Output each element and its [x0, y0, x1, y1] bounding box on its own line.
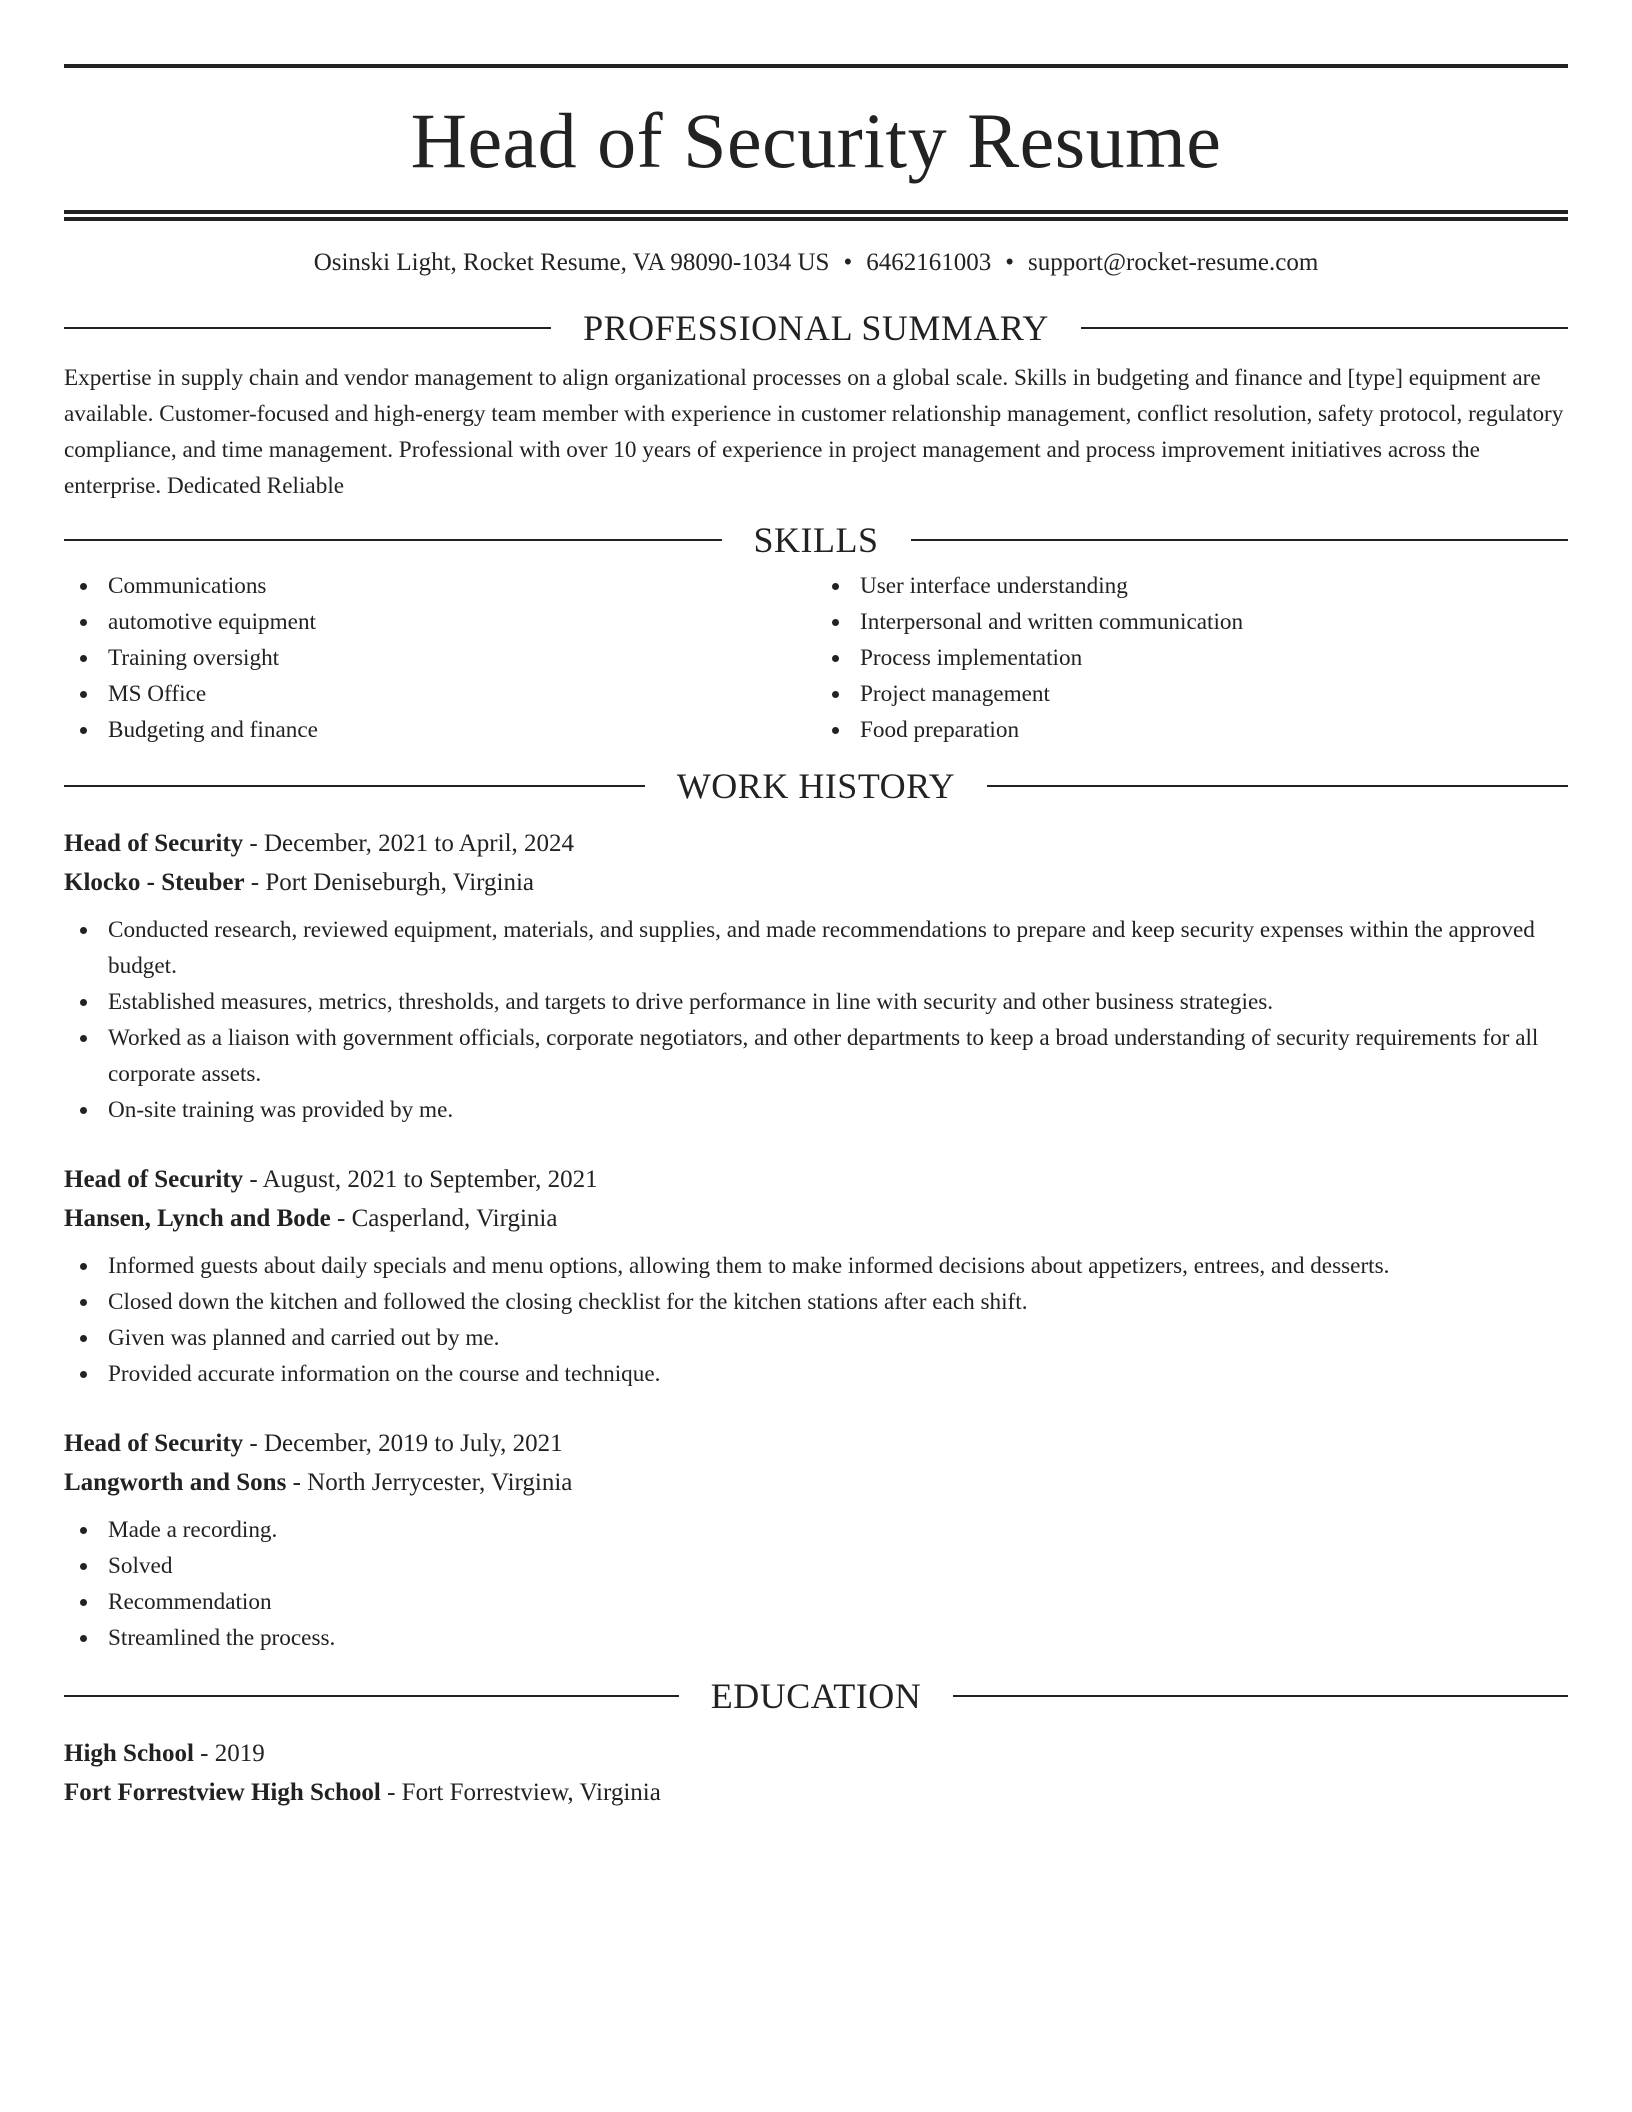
duty-item: Closed down the kitchen and followed the closing checklist for the kitchen stations after each shift. — [64, 1284, 1568, 1320]
duty-item: Informed guests about daily specials and menu options, allowing them to make informed decisions about appetizers, entrees, and desserts. — [64, 1248, 1568, 1284]
section-rule-right — [987, 785, 1568, 787]
job-company-line — [64, 1463, 1568, 1502]
job-title: Head of Security — [64, 1166, 244, 1193]
job-duties — [64, 1248, 1568, 1392]
skills-list — [64, 568, 1568, 748]
duty-item: Established measures, metrics, thresholds, and targets to drive performance in line with security and other business strategies. — [64, 984, 1568, 1020]
job-location: - North Jerrycester, Virginia — [286, 1469, 573, 1496]
skill-item: Budgeting and finance — [64, 712, 816, 748]
job-dates: - December, 2021 to April, 2024 — [243, 830, 575, 857]
resume-page — [64, 64, 1568, 1812]
skill-item: MS Office — [64, 676, 816, 712]
top-rule — [64, 64, 1568, 68]
skill-item: User interface understanding — [816, 568, 1568, 604]
section-rule-left — [64, 1695, 679, 1697]
section-title-skills: SKILLS — [753, 520, 879, 560]
skill-item: Training oversight — [64, 640, 816, 676]
job-title: Head of Security — [64, 830, 244, 857]
skill-item: Food preparation — [816, 712, 1568, 748]
section-rule-right — [1081, 327, 1568, 329]
job-entry — [64, 1424, 1568, 1656]
education-entry — [64, 1734, 1568, 1812]
job-title: Head of Security — [64, 1430, 244, 1457]
job-company: Hansen, Lynch and Bode — [64, 1205, 331, 1232]
job-company-line — [64, 1199, 1568, 1238]
skill-item: Communications — [64, 568, 816, 604]
section-rule-right — [911, 539, 1569, 541]
job-company: Langworth and Sons — [64, 1469, 287, 1496]
job-location: - Casperland, Virginia — [330, 1205, 558, 1232]
job-dates: - December, 2019 to July, 2021 — [243, 1430, 563, 1457]
contact-address: Osinski Light, Rocket Resume, VA 98090-1034 US — [313, 249, 830, 276]
job-location: - Port Deniseburgh, Virginia — [244, 869, 534, 896]
section-rule-left — [64, 785, 645, 787]
education-year: - 2019 — [193, 1740, 265, 1767]
job-entry — [64, 1160, 1568, 1392]
skill-item: Interpersonal and written communication — [816, 604, 1568, 640]
title-double-rule — [64, 210, 1568, 221]
duty-item: Given was planned and carried out by me. — [64, 1320, 1568, 1356]
job-title-line — [64, 824, 1568, 863]
section-header-education — [64, 1676, 1568, 1716]
duty-item: Solved — [64, 1548, 1568, 1584]
skill-item: automotive equipment — [64, 604, 816, 640]
education-school: Fort Forrestview High School — [64, 1779, 381, 1806]
job-duties — [64, 1512, 1568, 1656]
duty-item: Conducted research, reviewed equipment, materials, and supplies, and made recommendations to prepare and keep security expenses within the approved budget. — [64, 912, 1568, 984]
job-company: Klocko - Steuber — [64, 869, 245, 896]
education-school-line — [64, 1773, 1568, 1812]
section-title-work: WORK HISTORY — [676, 766, 956, 806]
skills-column-left — [64, 568, 816, 748]
contact-email: support@rocket-resume.com — [1028, 249, 1319, 276]
section-title-summary: PROFESSIONAL SUMMARY — [583, 308, 1049, 348]
duty-item: Streamlined the process. — [64, 1620, 1568, 1656]
section-rule-right — [953, 1695, 1568, 1697]
job-title-line — [64, 1424, 1568, 1463]
contact-separator: • — [1005, 249, 1014, 276]
job-duties — [64, 912, 1568, 1128]
section-title-education: EDUCATION — [710, 1676, 922, 1716]
contact-phone: 6462161003 — [866, 249, 992, 276]
duty-item: Provided accurate information on the course and technique. — [64, 1356, 1568, 1392]
job-entry — [64, 824, 1568, 1128]
summary-paragraph: Expertise in supply chain and vendor management to align organizational processes on a global scale. Skills in budgeting and finance and [type] equipment are available. Customer-focused and high-energy team member with experience in customer relationship management, conflict resolution, safety protocol, regulatory compliance, and time management. Professional with over 10 years of experience in project management and process improvement initiatives across the enterprise. Dedicated Reliable — [64, 365, 1564, 499]
section-header-summary — [64, 308, 1568, 348]
section-rule-left — [64, 327, 551, 329]
education-location: - Fort Forrestview, Virginia — [380, 1779, 661, 1806]
duty-item: On-site training was provided by me. — [64, 1092, 1568, 1128]
contact-separator: • — [843, 249, 853, 276]
contact-line — [64, 248, 1568, 278]
duty-item: Worked as a liaison with government officials, corporate negotiators, and other departments to keep a broad understanding of security requirements for all corporate assets. — [64, 1020, 1568, 1092]
page-title: Head of Security Resume — [410, 97, 1222, 184]
section-rule-left — [64, 539, 722, 541]
education-degree-line — [64, 1734, 1568, 1773]
job-dates: - August, 2021 to September, 2021 — [243, 1166, 598, 1193]
job-title-line — [64, 1160, 1568, 1199]
skills-column-right — [816, 568, 1568, 748]
skill-item: Process implementation — [816, 640, 1568, 676]
job-company-line — [64, 863, 1568, 902]
skill-item: Project management — [816, 676, 1568, 712]
education-degree: High School — [64, 1740, 194, 1767]
duty-item: Recommendation — [64, 1584, 1568, 1620]
section-header-skills — [64, 520, 1568, 560]
duty-item: Made a recording. — [64, 1512, 1568, 1548]
section-header-work — [64, 766, 1568, 806]
